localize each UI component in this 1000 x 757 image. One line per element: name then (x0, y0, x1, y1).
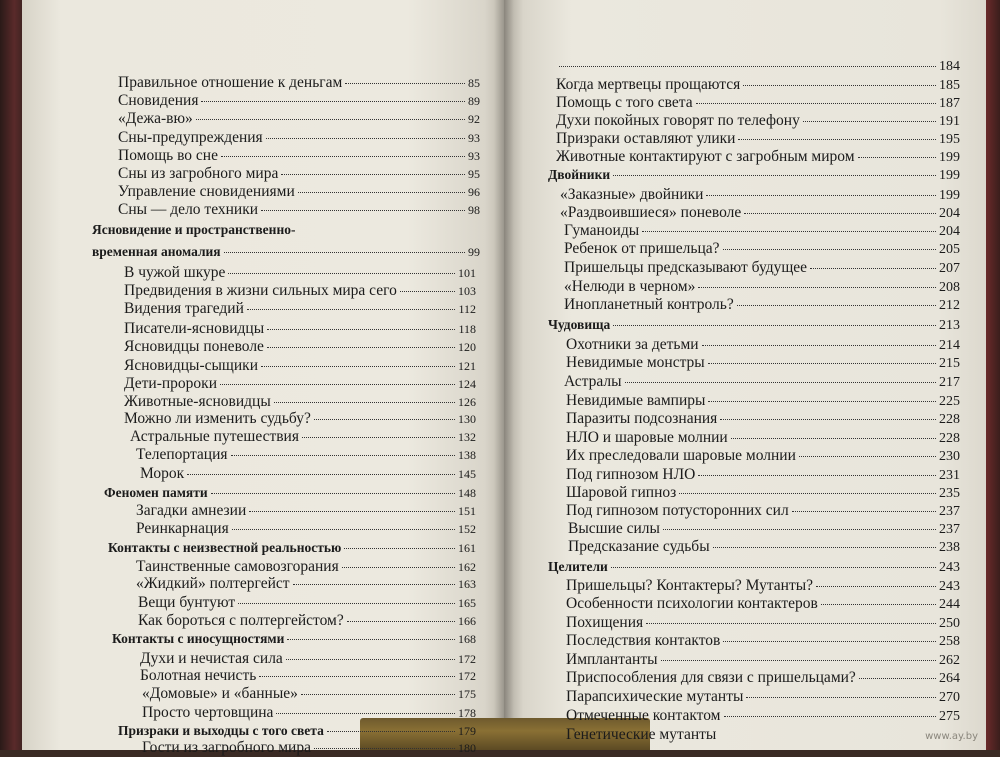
toc-entry-title: Отмеченные контактом (566, 707, 721, 724)
toc-entry-title: «Домовые» и «банные» (142, 685, 298, 702)
toc-dot-leader (744, 213, 936, 214)
toc-dot-leader (720, 419, 936, 420)
toc-entry (568, 538, 960, 557)
toc-dot-leader (821, 604, 936, 605)
toc-entry-title: Призраки и выходцы с того света (118, 723, 324, 738)
toc-page-number: 187 (939, 96, 960, 111)
toc-entry-title: Духи покойных говорят по телефону (556, 112, 800, 129)
toc-entry (566, 632, 960, 651)
toc-entry-title: В чужой шкуре (124, 264, 226, 281)
toc-dot-leader (613, 325, 936, 326)
toc-entry (556, 58, 960, 76)
toc-dot-leader (723, 641, 936, 642)
toc-entry (548, 166, 960, 185)
toc-page-number: 99 (468, 245, 480, 259)
toc-entry-title: Просто чертовщина (142, 704, 274, 721)
toc-entry-title: Особенности психологии контактеров (566, 595, 818, 612)
toc-page-number: 98 (468, 203, 480, 217)
toc-entry-title: Реинкарнация (136, 520, 229, 537)
toc-page-number: 195 (939, 132, 960, 147)
watermark-text: www.ay.by (925, 731, 978, 742)
toc-entry (566, 726, 960, 744)
toc-entry-title: Пришельцы предсказывают будущее (564, 259, 808, 276)
toc-entry-title: Животные-ясновидцы (124, 393, 271, 410)
toc-dot-leader (746, 697, 936, 698)
toc-entry-title: Правильное отношение к деньгам (118, 74, 343, 91)
toc-page-number: 250 (939, 616, 960, 631)
toc-page-number: 230 (939, 449, 960, 464)
toc-dot-leader (646, 623, 936, 624)
toc-entry (566, 429, 960, 448)
toc-entry (556, 112, 960, 131)
toc-entry (566, 484, 960, 503)
toc-entry-title: Охотники за детьми (566, 336, 699, 353)
toc-entry-title: Дети-пророки (124, 375, 217, 392)
toc-page-number: 120 (458, 340, 476, 354)
toc-entry-title: Как бороться с полтергейстом? (138, 612, 344, 629)
toc-entry-title: Помощь с того света (556, 94, 693, 111)
toc-page-number: 180 (458, 741, 476, 755)
toc-entry-title: «Заказные» двойники (560, 186, 704, 203)
toc-entry (566, 502, 960, 521)
toc-entry (564, 278, 960, 297)
toc-dot-leader (706, 195, 936, 196)
toc-entry (566, 614, 960, 633)
toc-dot-leader (803, 121, 936, 122)
toc-page-number: 184 (939, 59, 960, 74)
toc-page-number: 163 (458, 577, 476, 591)
toc-entry-title: Под гипнозом потусторонних сил (566, 502, 789, 519)
toc-page-number: 208 (939, 280, 960, 295)
toc-entry-title: Можно ли изменить судьбу? (124, 410, 311, 427)
toc-page-number: 199 (939, 168, 960, 183)
toc-page-number: 237 (939, 504, 960, 519)
toc-dot-leader (708, 363, 936, 364)
toc-entry (566, 354, 960, 373)
toc-entry (566, 707, 960, 726)
toc-page-number: 130 (458, 412, 476, 426)
toc-dot-leader (679, 493, 936, 494)
toc-dot-leader (661, 660, 936, 661)
toc-page-number: 205 (939, 242, 960, 257)
toc-entry-title: Чудовища (548, 317, 611, 332)
toc-entry-title: Ясновидение и пространственно- (92, 222, 296, 237)
toc-entry (564, 296, 960, 315)
toc-page-number: 89 (468, 94, 480, 108)
toc-page-number: 264 (939, 671, 960, 686)
toc-page-number: 103 (458, 284, 476, 298)
toc-dot-leader (708, 401, 936, 402)
toc-page-number: 112 (458, 302, 476, 316)
toc-page-number: 228 (939, 431, 960, 446)
toc-entry-title: Пришельцы? Контактеры? Мутанты? (566, 577, 814, 594)
toc-entry-title: Видения трагедий (124, 300, 244, 317)
toc-entry-title: Их преследовали шаровые молнии (566, 447, 796, 464)
toc-dot-leader (738, 139, 936, 140)
toc-entry (566, 669, 960, 688)
toc-entry-title: Предвидения в жизни сильных мира сего (124, 282, 397, 299)
toc-page-number: 270 (939, 690, 960, 705)
toc-page-number: 178 (458, 706, 476, 720)
toc-page-number: 145 (458, 467, 476, 481)
toc-entry-title: Гуманоиды (564, 222, 640, 239)
toc-dot-leader (792, 511, 936, 512)
toc-entry-title: Когда мертвецы прощаются (556, 76, 741, 93)
toc-entry-title: Телепортация (136, 446, 228, 463)
toc-page-number: 225 (939, 394, 960, 409)
toc-entry-title: Астралы (564, 373, 622, 390)
toc-page-number: 204 (939, 206, 960, 221)
toc-entry-title: Невидимые вампиры (566, 392, 706, 409)
toc-page-number: 166 (458, 614, 476, 628)
toc-dot-leader (559, 66, 936, 67)
toc-page-number: 165 (458, 596, 476, 610)
toc-entry-title: Сны из загробного мира (118, 165, 279, 182)
toc-entry (556, 148, 960, 167)
toc-page-number: 138 (458, 448, 476, 462)
toc-entry-title: Паразиты подсознания (566, 410, 718, 427)
toc-entry-title: Приспособления для связи с пришельцами? (566, 669, 856, 686)
toc-page-number: 244 (939, 597, 960, 612)
toc-page-number: 204 (939, 224, 960, 239)
toc-page-number: 231 (939, 468, 960, 483)
toc-page-number: 185 (939, 78, 960, 93)
toc-dot-leader (642, 231, 936, 232)
toc-page-number: 93 (468, 131, 480, 145)
toc-entry-title: Сновидения (118, 92, 199, 109)
toc-page-number: 215 (939, 356, 960, 371)
toc-entry-title: «Жидкий» полтергейст (136, 575, 290, 592)
toc-entry-title: Духи и нечистая сила (140, 650, 283, 667)
toc-entry (556, 76, 960, 95)
toc-page-number: 175 (458, 687, 476, 701)
toc-page-number: 93 (468, 149, 480, 163)
toc-entry (566, 466, 960, 485)
toc-dot-leader (723, 249, 936, 250)
toc-entry-title: Невидимые монстры (566, 354, 705, 371)
toc-page-number: 121 (458, 359, 476, 373)
toc-page-number: 217 (939, 375, 960, 390)
toc-page-number: 179 (458, 724, 476, 738)
toc-entry (568, 520, 960, 539)
toc-entry-title: Феномен памяти (104, 485, 208, 500)
toc-entry-title: Болотная нечисть (140, 667, 257, 684)
toc-entry (556, 130, 960, 149)
toc-entry-title: Контакты с иносущностями (112, 631, 285, 646)
toc-dot-leader (696, 103, 936, 104)
toc-dot-leader (724, 716, 937, 717)
toc-page-number: 152 (458, 522, 476, 536)
toc-entry-title: Предсказание судьбы (568, 538, 710, 555)
toc-entry-title: НЛО и шаровые молнии (566, 429, 728, 446)
toc-dot-leader (858, 157, 936, 158)
toc-dot-leader (663, 529, 936, 530)
toc-entry-title: Животные контактируют с загробным миром (556, 148, 855, 165)
toc-entry-title: Ясновидцы-сыщики (124, 357, 258, 374)
toc-entry (566, 410, 960, 429)
toc-entry-title: Высшие силы (568, 520, 660, 537)
toc-page-number: 148 (458, 486, 476, 500)
toc-page-number: 213 (939, 318, 960, 333)
toc-entry-title: Двойники (548, 167, 611, 182)
toc-entry (556, 94, 960, 113)
toc-entry-title: Управление сновидениями (118, 183, 295, 200)
toc-entry-title: Последствия контактов (566, 632, 721, 649)
toc-dot-leader (702, 345, 936, 346)
toc-entry (566, 447, 960, 466)
toc-entry-title: Гости из загробного мира (142, 739, 311, 756)
toc-entry-title: Целители (548, 559, 608, 574)
toc-entry (566, 688, 960, 707)
toc-entry (548, 558, 960, 577)
toc-entry (566, 651, 960, 670)
toc-page-number: 262 (939, 653, 960, 668)
toc-entry (548, 316, 960, 335)
toc-dot-leader (625, 382, 936, 383)
toc-entry-title: Сны-предупреждения (118, 129, 263, 146)
toc-entry-title: «Нелюди в черном» (564, 278, 696, 295)
toc-dot-leader (810, 268, 936, 269)
toc-entry-title: Инопланетный контроль? (564, 296, 734, 313)
toc-entry (564, 222, 960, 241)
toc-page-number: 199 (939, 150, 960, 165)
toc-page-number: 191 (939, 114, 960, 129)
toc-page-number: 199 (939, 188, 960, 203)
toc-entry (564, 259, 960, 278)
toc-page-number: 212 (939, 298, 960, 313)
toc-page-number: 275 (939, 709, 960, 724)
toc-page-number: 228 (939, 412, 960, 427)
toc-dot-leader (799, 456, 936, 457)
toc-dot-leader (611, 567, 936, 568)
toc-entry-title: Астральные путешествия (130, 428, 299, 445)
toc-dot-leader (698, 475, 936, 476)
toc-page-number: 85 (468, 76, 480, 90)
toc-dot-leader (743, 85, 936, 86)
toc-page-number: 237 (939, 522, 960, 537)
toc-page-number: 172 (458, 652, 476, 666)
toc-entry-title: Шаровой гипноз (566, 484, 677, 501)
toc-page-number: 235 (939, 486, 960, 501)
toc-page-number: 118 (458, 322, 476, 336)
toc-entry (560, 204, 960, 223)
toc-entry-title: Вещи бунтуют (138, 594, 236, 611)
toc-entry-title: Писатели-ясновидцы (124, 320, 265, 337)
toc-page-number: 96 (468, 185, 480, 199)
toc-entry-title: «Дежа-вю» (118, 110, 193, 127)
toc-entry-title: Имплантанты (566, 651, 658, 668)
toc-entry-title: Ясновидцы поневоле (124, 338, 264, 355)
toc-entry-title: Ребенок от пришельца? (564, 240, 720, 257)
toc-page-number: 243 (939, 579, 960, 594)
toc-page-number: 258 (939, 634, 960, 649)
toc-entry-title: Загадки амнезии (136, 502, 247, 519)
toc-page-number: 168 (458, 632, 476, 646)
toc-page-number: 95 (468, 167, 480, 181)
toc-entry (566, 577, 960, 596)
toc-entry-title: Под гипнозом НЛО (566, 466, 696, 483)
toc-entry-title: Генетические мутанты (566, 726, 717, 743)
toc-entry (564, 240, 960, 259)
toc-page-number: 214 (939, 338, 960, 353)
toc-page-number: 162 (458, 560, 476, 574)
toc-page-number: 126 (458, 395, 476, 409)
toc-entry-title: Похищения (566, 614, 644, 631)
toc-page-number: 172 (458, 669, 476, 683)
toc-entry (566, 392, 960, 411)
toc-dot-leader (816, 586, 936, 587)
toc-entry (564, 373, 960, 392)
toc-page-number: 243 (939, 560, 960, 575)
toc-entry-title: Призраки оставляют улики (556, 130, 736, 147)
toc-entry (560, 186, 960, 205)
toc-page-number: 101 (458, 266, 476, 280)
toc-entry-title: Сны — дело техники (118, 201, 259, 218)
toc-page-number: 92 (468, 112, 480, 126)
toc-entry (566, 336, 960, 355)
toc-entry-title: Морок (140, 465, 185, 482)
toc-page-number: 207 (939, 261, 960, 276)
toc-dot-leader (737, 305, 936, 306)
toc-page-number: 132 (458, 430, 476, 444)
toc-dot-leader (613, 175, 936, 176)
toc-entry-title: Таинственные самовозгорания (136, 558, 339, 575)
toc-dot-leader (859, 678, 936, 679)
toc-entry-title: Помощь во сне (118, 147, 218, 164)
toc-page-number: 151 (458, 504, 476, 518)
toc-entry-title: Парапсихические мутанты (566, 688, 744, 705)
toc-entry (566, 595, 960, 614)
toc-page-number: 124 (458, 377, 476, 391)
toc-dot-leader (731, 438, 936, 439)
toc-entry-title: временная аномалия (92, 244, 221, 259)
toc-entry-title: Контакты с неизвестной реальностью (108, 540, 342, 555)
toc-page-number: 238 (939, 540, 960, 555)
toc-dot-leader (698, 287, 936, 288)
toc-page-number: 161 (458, 541, 476, 555)
toc-entry-title: «Раздвоившиеся» поневоле (560, 204, 742, 221)
toc-dot-leader (713, 547, 936, 548)
